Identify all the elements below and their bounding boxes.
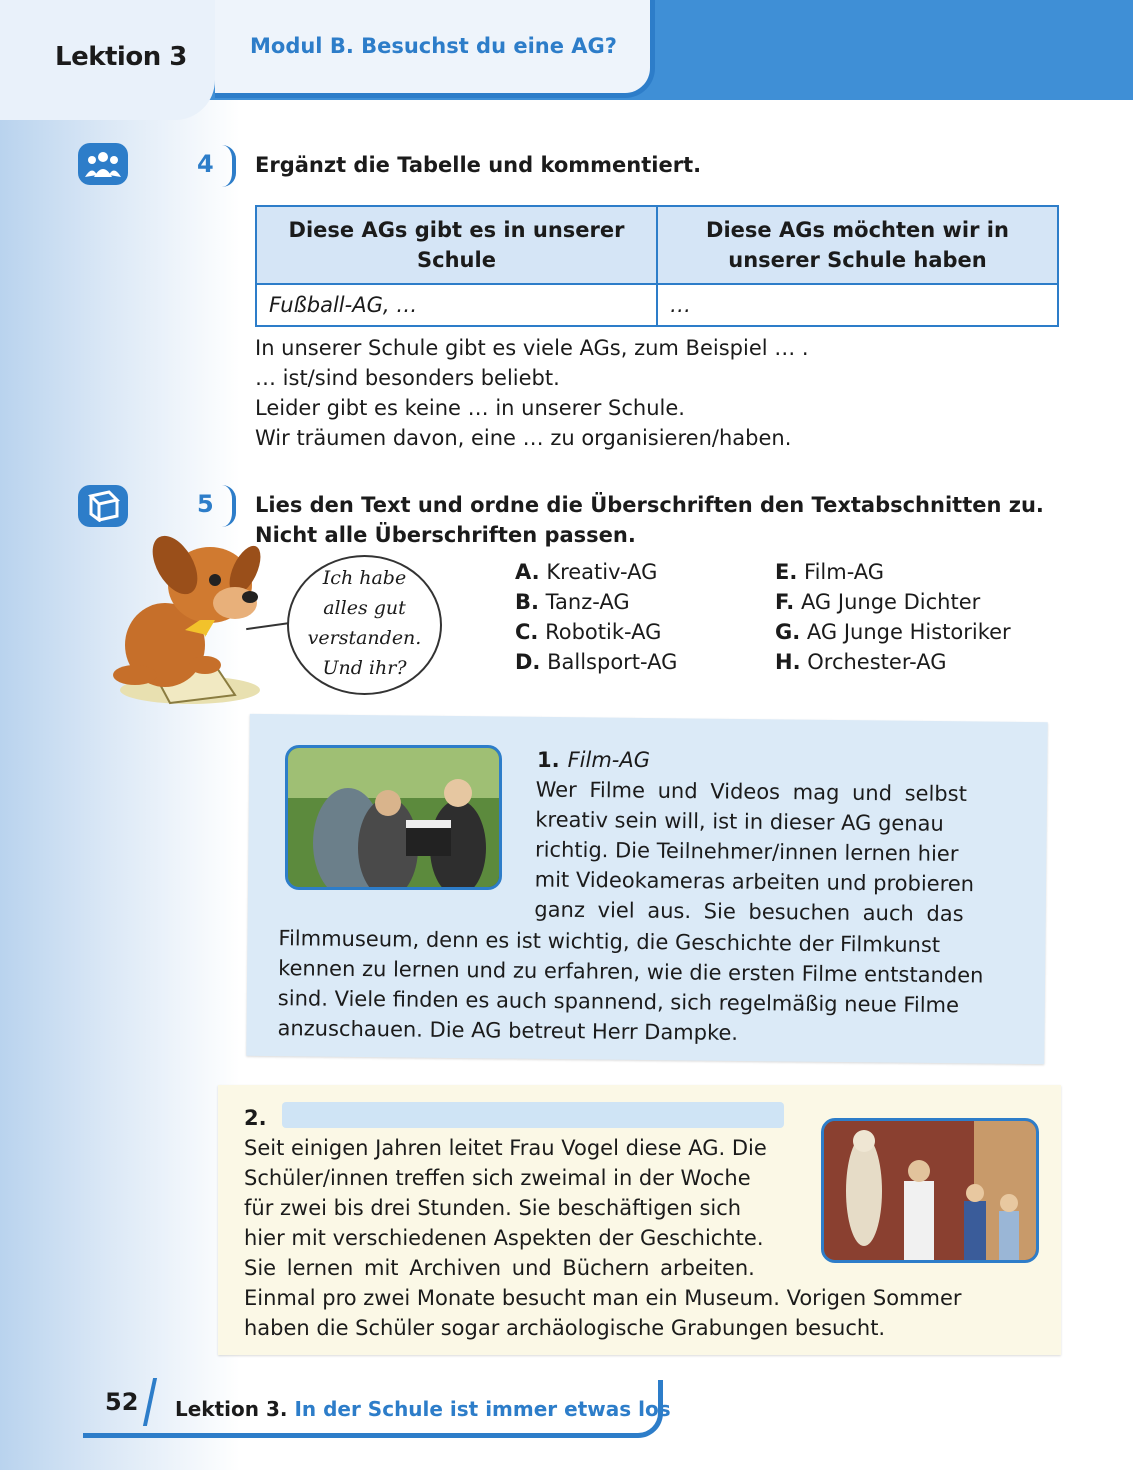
table-header: Diese AGs möchten wir in unserer Schule haben	[657, 206, 1058, 284]
book-icon	[78, 485, 128, 527]
section1-text-top	[534, 774, 1016, 929]
phrase-line: … ist/sind besonders beliebt.	[255, 366, 560, 390]
text-line: Seit einigen Jahren leitet Frau Vogel diese AG. Die	[244, 1136, 767, 1160]
left-gradient-band	[0, 0, 240, 1470]
group-icon	[78, 143, 128, 185]
text-line: haben die Schüler sogar archäologische Grabungen besucht.	[244, 1316, 886, 1340]
phrase-line: In unserer Schule gibt es viele AGs, zum Beispiel … .	[255, 336, 809, 360]
text-line: hier mit verschiedenen Aspekten der Geschichte.	[244, 1226, 764, 1250]
bubble-line: alles gut	[323, 597, 406, 619]
task-number: 4	[197, 150, 214, 178]
bubble-line: Ich habe	[322, 567, 407, 589]
text-line: sind. Viele finden es auch spannend, sich regelmäßig neue Filme	[277, 986, 960, 1018]
option-item: G. AG Junge Historiker	[775, 620, 1011, 644]
footer-lesson-title: In der Schule ist immer etwas los	[294, 1397, 671, 1421]
text-line: Filmmuseum, denn es ist wichtig, die Geschichte der Filmkunst	[278, 926, 941, 958]
option-item: H. Orchester-AG	[775, 650, 947, 674]
modul-title: Modul B. Besuchst du eine AG?	[250, 34, 617, 58]
instruction-line: Nicht alle Überschriften passen.	[255, 523, 636, 547]
text-line: Sie lernen mit Archiven und Büchern arbeiten.	[244, 1256, 755, 1280]
task4-instruction: Ergänzt die Tabelle und kommentiert.	[255, 153, 702, 177]
options-right	[775, 557, 1011, 677]
task4-phrases	[255, 333, 809, 453]
section2-text	[244, 1133, 1044, 1343]
options-left	[515, 557, 677, 677]
section1-header	[537, 745, 1017, 775]
dog-illustration	[95, 525, 285, 710]
footer-lesson: Lektion 3.	[175, 1397, 288, 1421]
text-line: Einmal pro zwei Monate besucht man ein Museum. Vorigen Sommer	[244, 1286, 962, 1310]
phrase-line: Wir träumen davon, eine … zu organisieren/haben.	[255, 426, 792, 450]
text-line: kennen zu lernen und zu erfahren, wie die ersten Filme entstanden	[278, 956, 984, 988]
film-photo	[285, 745, 502, 890]
table-header: Diese AGs gibt es in unserer Schule	[256, 206, 657, 284]
section1-text-bottom	[277, 923, 1013, 1051]
option-item: A. Kreativ-AG	[515, 560, 658, 584]
text-line: richtig. Die Teilnehmer/innen lernen hier	[534, 837, 959, 866]
text-line: ganz viel aus. Sie besuchen auch das	[534, 897, 964, 926]
section-number: 2.	[244, 1106, 267, 1130]
lektion-badge: Lektion 3	[55, 42, 187, 72]
instruction-line: Lies den Text und ordne die Überschriften den Textabschnitten zu.	[255, 493, 1044, 517]
option-item: E. Film-AG	[775, 560, 885, 584]
phrase-line: Leider gibt es keine … in unserer Schule.	[255, 396, 685, 420]
section-title: Film-AG	[567, 748, 651, 772]
option-item: C. Robotik-AG	[515, 620, 662, 644]
footer-title	[175, 1397, 671, 1421]
text-line: mit Videokameras arbeiten und probieren	[534, 867, 975, 897]
heading-answer-blank	[282, 1102, 784, 1128]
bubble-line: verstanden.	[307, 627, 422, 649]
option-item: D. Ballsport-AG	[515, 650, 678, 674]
text-line: für zwei bis drei Stunden. Sie beschäftigen sich	[244, 1196, 742, 1220]
table-cell: …	[657, 284, 1058, 326]
section-number: 1.	[537, 748, 560, 772]
text-line: Wer Filme und Videos mag und selbst	[535, 777, 968, 807]
ag-table	[255, 205, 1059, 327]
text-line: Schüler/innen treffen sich zweimal in der Woche	[244, 1166, 751, 1190]
speech-bubble	[287, 555, 442, 695]
option-item: B. Tanz-AG	[515, 590, 630, 614]
text-line: anzuschauen. Die AG betreut Herr Dampke.	[277, 1016, 739, 1045]
table-cell: Fußball-AG, …	[256, 284, 657, 326]
option-item: F. AG Junge Dichter	[775, 590, 981, 614]
page-number: 52	[105, 1388, 139, 1416]
task5-instruction	[255, 490, 1044, 550]
task-number: 5	[197, 490, 214, 518]
text-line: kreativ sein will, ist in dieser AG genau	[535, 807, 944, 836]
bubble-line: Und ihr?	[322, 657, 407, 679]
